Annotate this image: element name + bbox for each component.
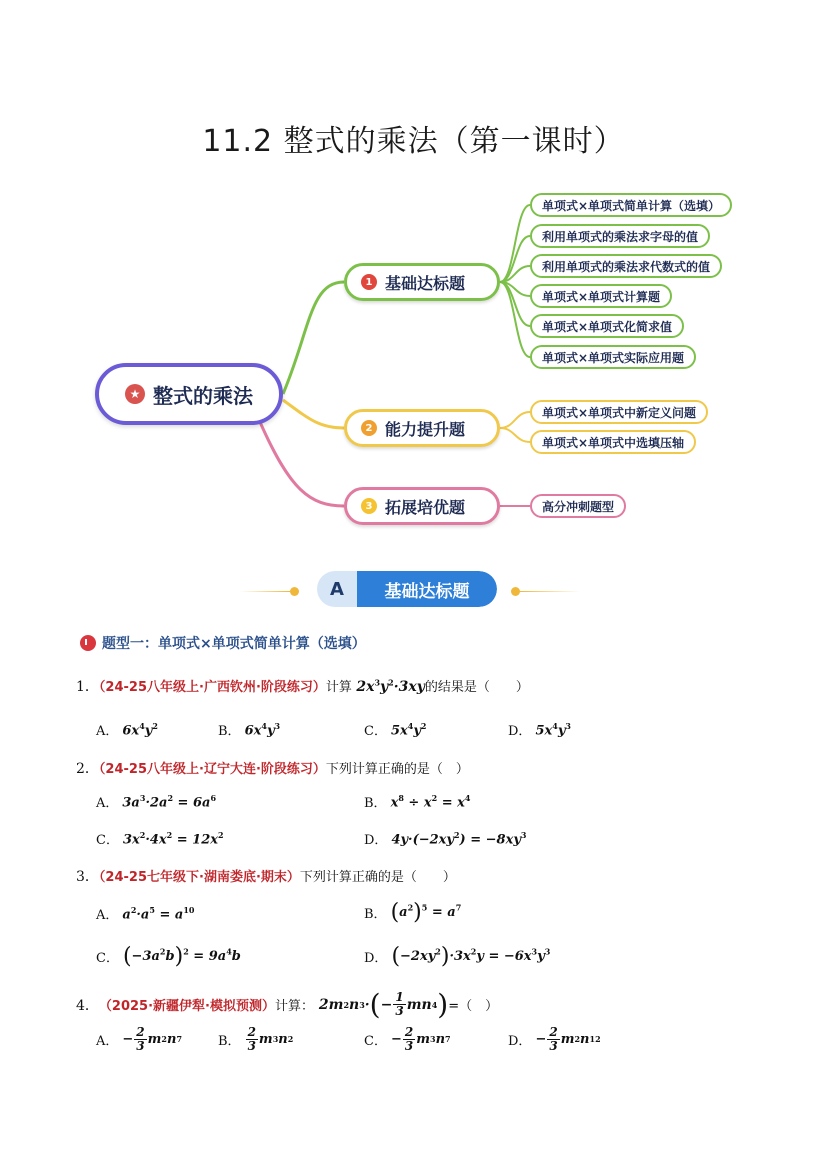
option-d[interactable]: D． $(-2xy^2)\cdot 3x^2y = -6x^3y^3$ <box>364 944 551 969</box>
option-d[interactable]: D． $4y\cdot(-2xy^2) = -8xy^3$ <box>364 829 527 848</box>
question-stem: 下列计算正确的是（ ） <box>299 870 456 885</box>
question-type-heading <box>80 633 366 653</box>
branch-basic <box>344 263 500 301</box>
option-d[interactable]: D． $5x^4y^3$ <box>508 720 571 739</box>
mindmap-root <box>95 363 283 425</box>
leaf-node: 高分冲刺题型 <box>530 494 626 518</box>
option-c[interactable]: C． $(-3a^2b)^2 = 9a^4b$ <box>96 944 241 969</box>
flag-icon <box>80 635 96 651</box>
question-stem: 计算： <box>274 999 314 1014</box>
question-stem: 下列计算正确的是（ ） <box>325 762 469 777</box>
question-stem: 的结果是（ ） <box>424 680 529 695</box>
section-divider-left <box>240 591 290 592</box>
question-number: 3． <box>76 869 99 885</box>
leaf-node: 利用单项式的乘法求字母的值 <box>530 224 710 248</box>
question-source: （24-25八年级上·辽宁大连·阶段练习） <box>98 762 326 777</box>
option-c[interactable]: C． $3x^2\cdot 4x^2 = 12x^2$ <box>96 829 224 848</box>
question-source: （24-25七年级下·湖南娄底·期末） <box>98 870 300 885</box>
branch-ability <box>344 409 500 447</box>
question-number: 2． <box>76 761 99 777</box>
option-c[interactable]: C． $5x^4y^2$ <box>364 720 427 739</box>
option-b[interactable]: B． $\frac{2}{3}$ m 3 n 2 <box>218 1025 294 1053</box>
leaf-node: 单项式×单项式化简求值 <box>530 314 684 338</box>
number-badge-icon: 1 <box>361 274 377 290</box>
leaf-node: 单项式×单项式计算题 <box>530 284 672 308</box>
dot-icon <box>290 587 299 596</box>
question-3 <box>76 866 456 886</box>
branch-extension <box>344 487 500 525</box>
number-badge-icon: 2 <box>361 420 377 436</box>
leaf-node: 单项式×单项式简单计算（选填） <box>530 193 732 217</box>
question-stem: 计算 <box>325 680 352 695</box>
leaf-node: 单项式×单项式中选填压轴 <box>530 430 696 454</box>
section-divider-right <box>520 591 580 592</box>
number-badge-icon: 3 <box>361 498 377 514</box>
page-title: 11.2 整式的乘法（第一课时） <box>202 124 625 159</box>
branch-extension-label: 拓展培优题 <box>385 497 466 517</box>
option-c[interactable]: C． − $\frac{2}{3}$ m 3 n 7 <box>364 1025 451 1053</box>
mindmap-root-label: 整式的乘法 <box>153 383 253 408</box>
option-a[interactable]: A． $6x^4y^2$ <box>96 720 158 739</box>
option-b[interactable]: B． $x^8 \div x^2 = x^4$ <box>364 792 471 811</box>
option-a[interactable]: A． − $\frac{2}{3}$ m 2 n 7 <box>96 1025 183 1053</box>
section-letter: A <box>317 571 357 607</box>
option-b[interactable]: B． $(a^2)^5 = a^7$ <box>364 900 462 925</box>
option-a[interactable]: A． $3a^3\cdot 2a^2 = 6a^6$ <box>96 792 217 811</box>
question-number: 1． <box>76 679 99 695</box>
leaf-node: 单项式×单项式实际应用题 <box>530 345 696 369</box>
question-stem: =（ ） <box>448 999 499 1014</box>
leaf-node: 单项式×单项式中新定义问题 <box>530 400 708 424</box>
question-type-label: 题型一：单项式×单项式简单计算（选填） <box>102 636 366 652</box>
option-b[interactable]: B． $6x^4y^3$ <box>218 720 281 739</box>
math-expression: 2m 2 n 3 · ( − $\frac{1}{3}$ mn 4 ) <box>314 988 449 1021</box>
section-label: 基础达标题 <box>357 571 497 607</box>
star-icon: ★ <box>125 384 145 404</box>
section-header <box>317 571 497 607</box>
question-1 <box>76 676 529 696</box>
math-expression: $2x^3y^2\cdot 3xy$ <box>356 677 425 695</box>
question-2 <box>76 758 469 778</box>
question-source: （24-25八年级上·广西钦州·阶段练习） <box>98 680 326 695</box>
question-number: 4． <box>76 997 99 1014</box>
option-d[interactable]: D． − $\frac{2}{3}$ m 2 n 12 <box>508 1025 601 1053</box>
leaf-node: 利用单项式的乘法求代数式的值 <box>530 254 722 278</box>
question-source: （2025·新疆伊犁·模拟预测） <box>98 999 275 1014</box>
question-4 <box>76 988 498 1021</box>
branch-ability-label: 能力提升题 <box>385 419 466 439</box>
dot-icon <box>511 587 520 596</box>
option-a[interactable]: A． $a^2\cdot a^5 = a^{10}$ <box>96 904 195 923</box>
branch-basic-label: 基础达标题 <box>385 273 466 293</box>
